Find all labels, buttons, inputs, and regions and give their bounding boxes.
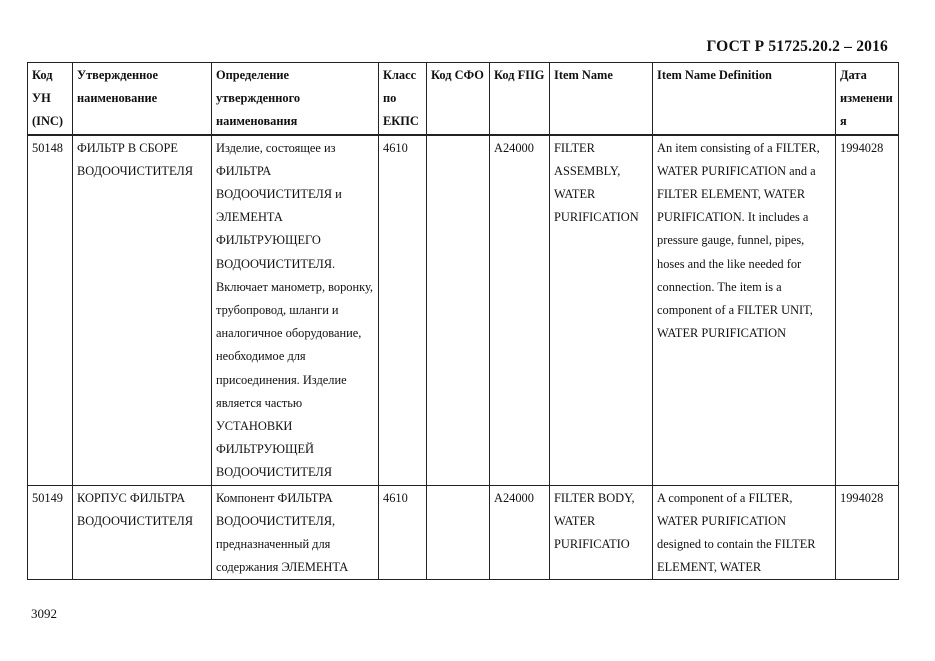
page-number: 3092 — [31, 606, 57, 621]
document-header: ГОСТ Р 51725.20.2 – 2016 — [706, 38, 888, 55]
cell-item-name: FILTER BODY, WATER PURIFICATIO — [550, 485, 653, 580]
cell-code-un: 50149 — [28, 485, 73, 580]
cell-item-name: FILTER ASSEMBLY, WATER PURIFICATION — [550, 135, 653, 486]
header-item-name-definition: Item Name Definition — [653, 63, 836, 135]
cell-code-fiig: A24000 — [490, 135, 550, 486]
catalog-table — [27, 62, 899, 580]
cell-code-fiig: A24000 — [490, 485, 550, 580]
cell-code-sfo — [427, 135, 490, 486]
cell-code-un: 50148 — [28, 135, 73, 486]
cell-code-sfo — [427, 485, 490, 580]
cell-class-ekps: 4610 — [379, 135, 427, 486]
header-code-sfo: Код СФО — [427, 63, 490, 135]
header-item-name: Item Name — [550, 63, 653, 135]
table-row — [28, 135, 899, 486]
header-code-un: Код УН (INC) — [28, 63, 73, 135]
header-definition: Определение утвержденного наименования — [212, 63, 379, 135]
cell-approved-name: КОРПУС ФИЛЬТРА ВОДООЧИСТИТЕЛЯ — [73, 485, 212, 580]
cell-approved-name: ФИЛЬТР В СБОРЕ ВОДООЧИСТИТЕЛЯ — [73, 135, 212, 486]
cell-change-date: 1994028 — [836, 485, 899, 580]
cell-class-ekps: 4610 — [379, 485, 427, 580]
cell-definition: Компонент ФИЛЬТРА ВОДООЧИСТИТЕЛЯ, предназначенный для содержания ЭЛЕМЕНТА — [212, 485, 379, 580]
cell-item-name-definition: An item consisting of a FILTER, WATER PURIFICATION and a FILTER ELEMENT, WATER PURIFICATION. It includes a pressure gauge, funnel, pipes, hoses and the like needed for connection. The item is a component of a FILTER UNIT, WATER PURIFICATION — [653, 135, 836, 486]
cell-change-date: 1994028 — [836, 135, 899, 486]
header-code-fiig: Код FIIG — [490, 63, 550, 135]
cell-definition: Изделие, состоящее из ФИЛЬТРА ВОДООЧИСТИТЕЛЯ и ЭЛЕМЕНТА ФИЛЬТРУЮЩЕГО ВОДООЧИСТИТЕЛЯ. Включает манометр, воронку, трубопровод, шланги и аналогичное оборудование, необходимое для присоединения. Изделие является частью УСТАНОВКИ ФИЛЬТРУЮЩЕЙ ВОДООЧИСТИТЕЛЯ — [212, 135, 379, 486]
cell-item-name-definition: A component of a FILTER, WATER PURIFICATION designed to contain the FILTER ELEMENT, WATER — [653, 485, 836, 580]
table-header-row — [28, 63, 899, 135]
header-approved-name: Утвержденное наименование — [73, 63, 212, 135]
header-change-date: Дата изменения — [836, 63, 899, 135]
table-row — [28, 485, 899, 580]
header-class-ekps: Класс по ЕКПС — [379, 63, 427, 135]
